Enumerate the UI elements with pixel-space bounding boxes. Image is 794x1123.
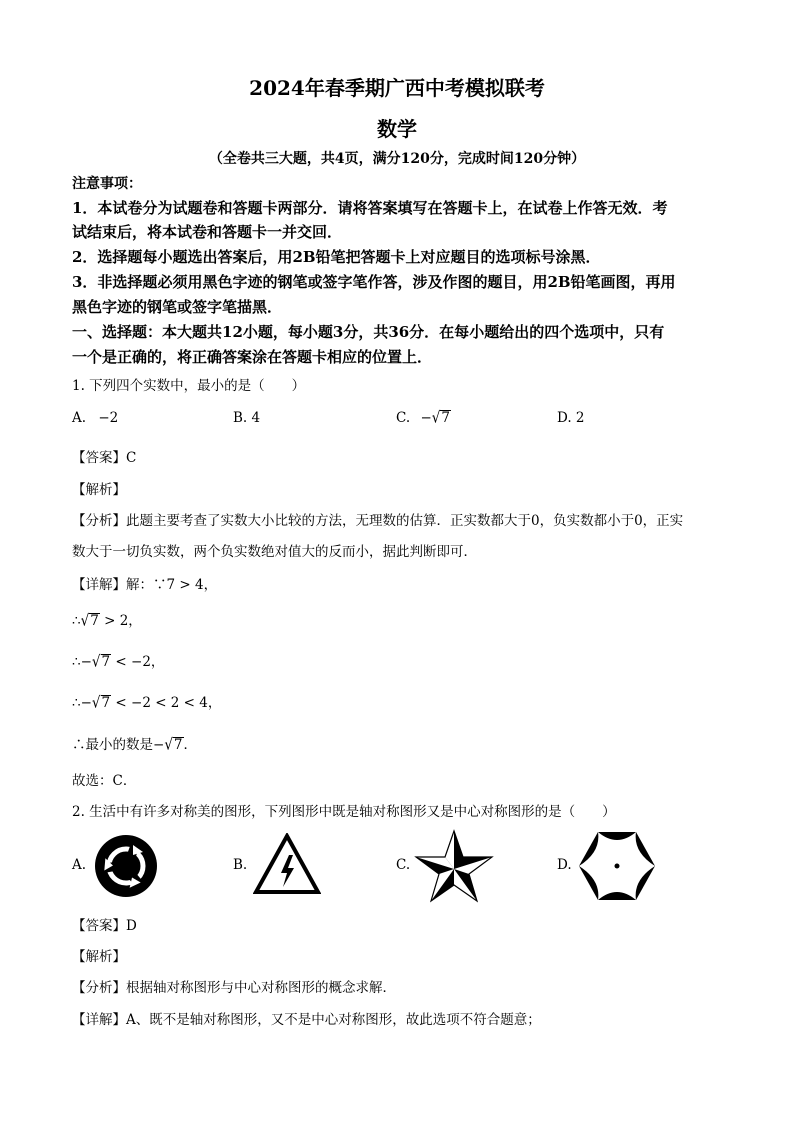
q1-option-c-sign: − <box>420 410 432 426</box>
xiangjie-tag: 【详解】 <box>72 1012 126 1028</box>
q1-option-c-label: C. <box>396 410 411 426</box>
fenxi-tag: 【分析】 <box>72 513 126 529</box>
notes-line-1a: 1．本试卷分为试题卷和答题卡两部分．请将答案填写在答题卡上，在试卷上作答无效．考 <box>72 199 668 217</box>
sqrt-icon: √ <box>91 652 101 672</box>
q1-option-a-label: A. <box>72 410 87 426</box>
q1-option-c <box>396 410 451 426</box>
answer-tag: 【答案】 <box>72 450 126 466</box>
q1-option-a <box>72 410 118 426</box>
q2-option-c-label: C. <box>396 857 411 873</box>
sqrt-icon: √ <box>431 408 441 428</box>
notes-line-2: 2．选择题每小题选出答案后，用2B铅笔把答题卡上对应题目的选项标号涂黑． <box>72 248 601 266</box>
section1-line-b: 一个是正确的，将正确答案涂在答题卡相应的位置上． <box>72 348 433 366</box>
q1-conclusion: 故选：C． <box>72 773 137 789</box>
notes-line-3b: 黑色字迹的钢笔或签字笔描黑． <box>72 298 283 316</box>
step-prefix: ∴− <box>72 654 92 670</box>
five-point-star-figure <box>414 829 494 903</box>
answer-tag: 【答案】 <box>72 918 126 934</box>
step-radicand: 7 <box>90 613 99 629</box>
q1-option-c-radicand: 7 <box>441 410 450 426</box>
xiangjie-text: A、既不是轴对称图形，又不是中心对称图形，故此选项不符合题意； <box>126 1012 541 1028</box>
fenxi-text: 根据轴对称图形与中心对称图形的概念求解． <box>126 980 396 996</box>
q1-analysis-tag: 【解析】 <box>72 482 126 498</box>
step-text: 解：∵7 > 4， <box>126 577 218 593</box>
fenxi-text: 此题主要考查了实数大小比较的方法，无理数的估算．正实数都大于0，负实数都小于0，正实 <box>126 513 684 529</box>
step-radicand: 7 <box>101 654 111 670</box>
q1-step-5 <box>72 733 197 753</box>
answer-value: D <box>126 918 137 934</box>
notes-heading: 注意事项： <box>72 176 142 192</box>
q1-option-d: D. 2 <box>557 410 585 426</box>
q1-step-2 <box>72 609 142 629</box>
step-prefix: ∴− <box>72 695 92 711</box>
step-radicand: 7 <box>101 695 111 711</box>
high-voltage-warning-figure <box>253 833 321 895</box>
q1-step-3 <box>72 650 164 670</box>
step-prefix: ∴最小的数是− <box>72 737 165 753</box>
q2-fenxi <box>72 976 396 996</box>
exam-title: 2024年春季期广西中考模拟联考 <box>249 76 545 100</box>
sqrt-icon: √ <box>80 611 90 631</box>
section1-line-a: 一、选择题：本大题共12小题，每小题3分，共36分．在每小题给出的四个选项中，只有 <box>72 323 665 341</box>
step-suffix: < −2 < 2 < 4， <box>111 695 222 711</box>
q2-stem: 2. 生活中有许多对称美的图形，下列图形中既是轴对称图形又是中心对称图形的是（ ） <box>72 804 616 820</box>
hexagon-umbrella-figure <box>577 830 657 902</box>
sqrt-icon: √ <box>91 693 101 713</box>
q1-answer <box>72 446 136 466</box>
q1-step-1 <box>72 573 217 593</box>
q1-fenxi-a <box>72 509 683 529</box>
notes-line-1b: 试结束后，将本试卷和答题卡一并交回． <box>72 223 343 241</box>
q1-option-b: B. 4 <box>233 410 261 426</box>
q1-fenxi-b: 数大于一切负实数，两个负实数绝对值大的反而小，据此判断即可． <box>72 544 477 560</box>
step-suffix: < −2， <box>111 654 165 670</box>
step-radicand: 7 <box>173 737 183 753</box>
step-suffix: > 2， <box>99 613 142 629</box>
q1-stem: 1. 下列四个实数中，最小的是（ ） <box>72 378 306 394</box>
xiangjie-tag: 【详解】 <box>72 577 126 593</box>
answer-value: C <box>126 450 137 466</box>
q2-xiangjie <box>72 1008 541 1028</box>
q2-option-b-label: B. <box>233 857 248 873</box>
fenxi-tag: 【分析】 <box>72 980 126 996</box>
step-prefix: ∴ <box>72 613 81 629</box>
subject-title: 数学 <box>377 117 417 141</box>
notes-line-3a: 3．非选择题必须用黑色字迹的钢笔或签字笔作答，涉及作图的题目，用2B铅笔画图，再用 <box>72 273 676 291</box>
q1-option-a-value: −2 <box>98 410 119 426</box>
step-suffix: ． <box>183 737 198 753</box>
exam-info: （全卷共三大题，共4页，满分120分，完成时间120分钟） <box>208 151 586 167</box>
q1-step-4 <box>72 691 221 711</box>
recycle-circle-figure <box>93 833 159 899</box>
sqrt-icon: √ <box>164 735 173 755</box>
q2-analysis-tag: 【解析】 <box>72 949 126 965</box>
q2-option-d-label: D. <box>557 857 572 873</box>
q2-option-a-label: A. <box>72 857 87 873</box>
q2-answer <box>72 914 137 934</box>
